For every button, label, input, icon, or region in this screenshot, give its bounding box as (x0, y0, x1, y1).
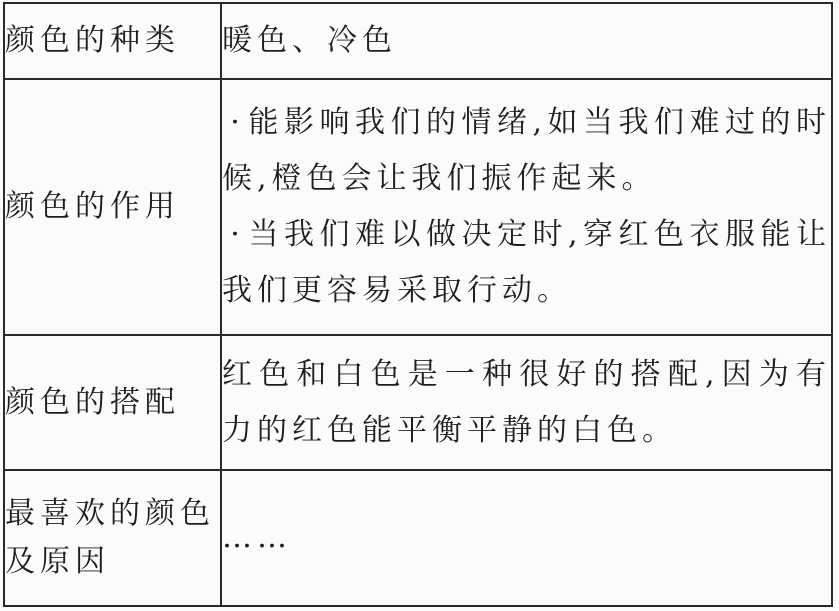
color-effect-item-2 (222, 207, 831, 319)
bullet-marker: · (230, 217, 240, 252)
color-effect-item-1 (222, 95, 831, 207)
color-effect-text-2: 当我们难以做决定时,穿红色衣服能让我们更容易采取行动。 (222, 217, 831, 308)
color-effect-text-1: 能影响我们的情绪,如当我们难过的时候,橙色会让我们振作起来。 (222, 105, 831, 196)
row-content-color-effects (221, 79, 832, 335)
row-label-color-types: 颜色的种类 (4, 3, 221, 79)
bullet-marker: · (230, 105, 240, 140)
row-label-favorite-color: 最喜欢的颜色及原因 (4, 470, 221, 606)
color-info-table (3, 2, 833, 607)
row-label-color-effects: 颜色的作用 (4, 79, 221, 335)
table-row-color-matching (4, 335, 832, 470)
color-types-text: 暖色、冷色 (222, 23, 397, 58)
row-content-color-types (221, 3, 832, 79)
favorite-color-text: …… (222, 520, 292, 555)
row-content-color-matching (221, 335, 832, 470)
table-row-color-effects (4, 79, 832, 335)
color-matching-text: 红色和白色是一种很好的搭配,因为有力的红色能平衡平静的白色。 (222, 356, 831, 448)
table-row-favorite-color (4, 470, 832, 606)
table-row-color-types (4, 3, 832, 79)
row-content-favorite-color (221, 470, 832, 606)
row-label-color-matching: 颜色的搭配 (4, 335, 221, 470)
